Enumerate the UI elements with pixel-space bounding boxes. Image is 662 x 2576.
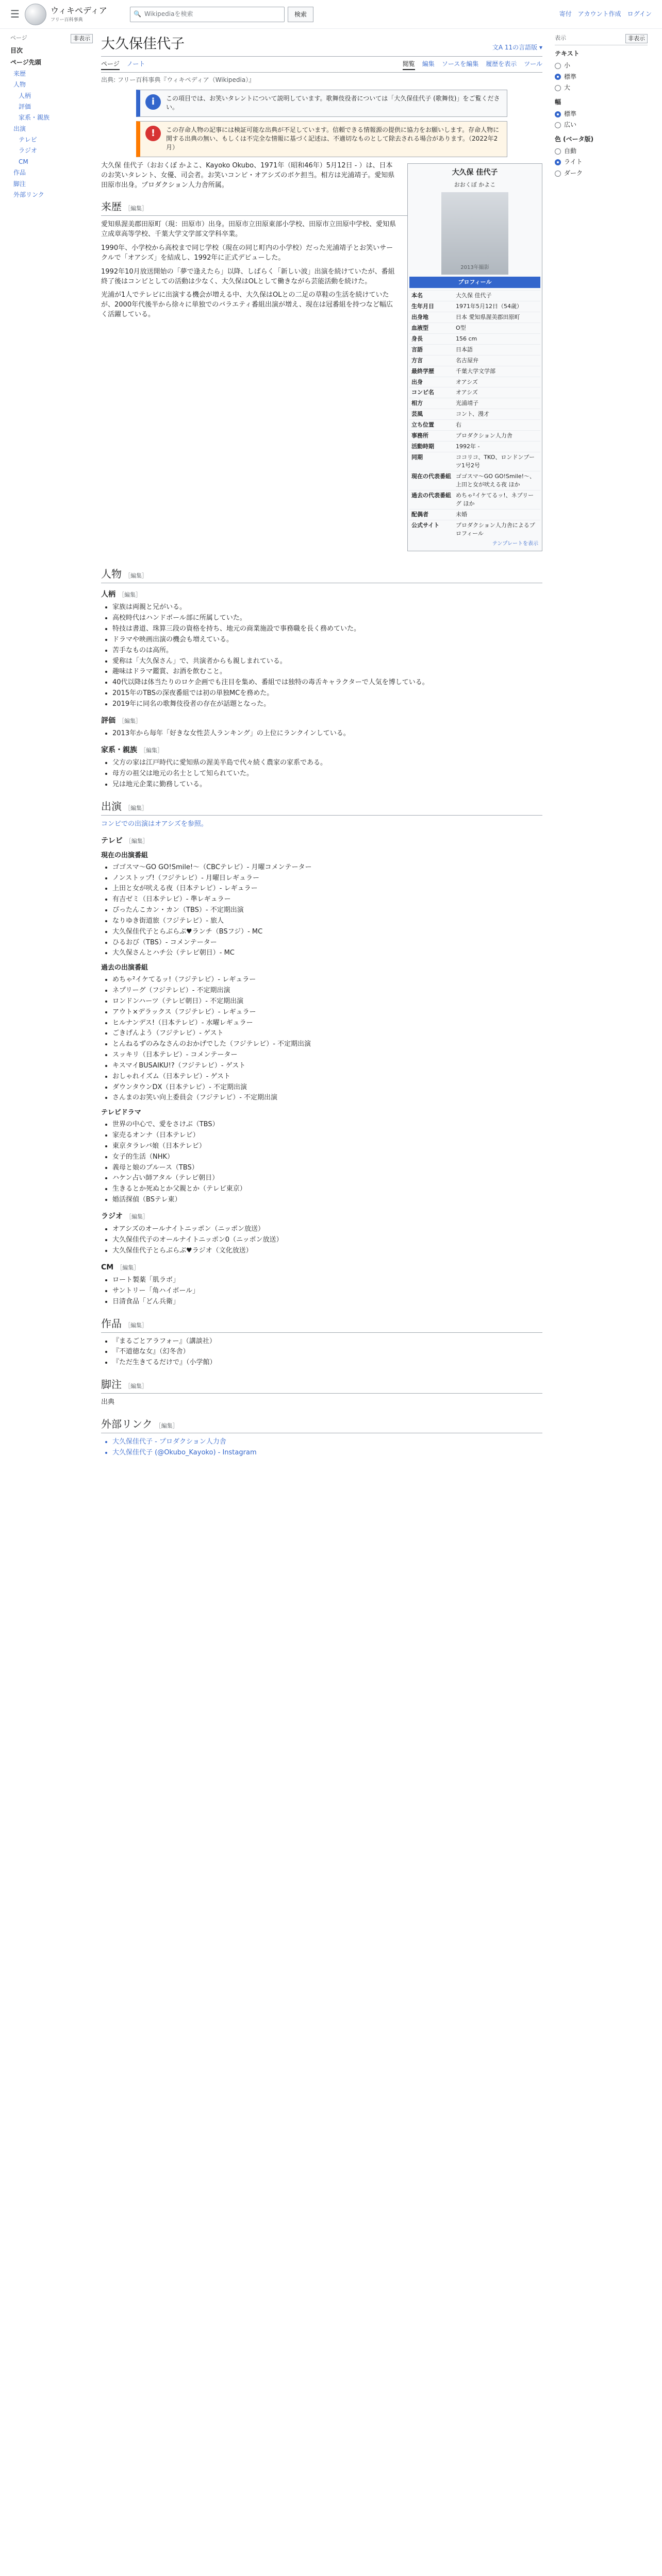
tab-tools[interactable]: ツール (524, 60, 542, 68)
page-title: 大久保佳代子 (101, 36, 185, 52)
list-item: • おしゃれイズム（日本テレビ）- ゲスト (112, 1072, 542, 1082)
infobox-key: 方言 (411, 357, 423, 364)
list-item: • 大久保佳代子とらぶらぶ♥ランチ（BSフジ）- MC (112, 927, 542, 937)
toc-item[interactable]: 来歴 (13, 70, 26, 77)
list-item: • 生きるとか死ぬとか父親とか（テレビ東京） (112, 1184, 542, 1194)
list-item: • 大久保佳代子とらぶらぶ♥ラジオ（文化放送） (112, 1246, 542, 1256)
radio-icon (555, 63, 561, 69)
infobox-key: 生年月日 (411, 302, 434, 310)
infobox-value: ゴゴスマ～GO GO!Smile!～、上田と女が吠える夜 ほか (456, 472, 536, 488)
list-item: • ぴったんこカン・カン（TBS）- 不定期出演 (112, 906, 542, 916)
infobox-key: 公式サイト (411, 521, 440, 529)
appearance-panel (555, 34, 648, 179)
section-appearances: 出演 ［編集］ (101, 799, 542, 816)
toc-item[interactable]: 出演 (13, 125, 26, 132)
list-item: • 義母と娘のブルース（TBS） (112, 1163, 542, 1173)
infobox-row (409, 430, 540, 441)
search-button[interactable]: 検索 (288, 7, 313, 22)
sources-warning (136, 121, 507, 157)
main-menu-icon[interactable]: ☰ (10, 8, 20, 20)
portrait-photo[interactable] (441, 192, 508, 275)
radio-icon (555, 148, 561, 155)
infobox-key: 活動時期 (411, 443, 434, 450)
infobox-row (409, 441, 540, 452)
tab-edit-source[interactable]: ソースを編集 (441, 60, 479, 68)
section-history: 来歴 ［編集］ (101, 199, 542, 216)
infobox-row (409, 419, 540, 430)
list-item: • 家売るオンナ（日本テレビ） (112, 1131, 542, 1141)
list-item: • ハケン占い師アタル（テレビ朝日） (112, 1174, 542, 1183)
list-item: • 苦手なものは高所。 (112, 646, 542, 656)
appearances-note: コンビでの出演はオアシズを参照。 (101, 820, 208, 828)
infobox-value: オアシズ (456, 378, 478, 385)
infobox-row (409, 366, 540, 377)
radio-selected-icon (555, 111, 561, 117)
section-works: 作品 ［編集］ (101, 1316, 542, 1333)
infobox-row (409, 409, 540, 419)
toc-item[interactable]: テレビ (19, 136, 37, 144)
sidebar-header: ページ (10, 35, 27, 41)
tab-page[interactable]: ページ (101, 60, 120, 70)
list-item: • なりゆき街道旅（フジテレビ）- 旅人 (112, 917, 542, 926)
infobox-key: 身長 (411, 335, 423, 342)
toc-item[interactable]: 評価 (19, 103, 31, 110)
list-item: • キスマイBUSAIKU!?（フジテレビ）- ゲスト (112, 1061, 542, 1071)
infobox-value: 名古屋弁 (456, 357, 478, 364)
infobox-key: 本名 (411, 292, 423, 299)
subsection-evaluation: 評価 ［編集］ (101, 716, 141, 725)
appearance-header: 表示 (555, 35, 566, 41)
infobox-value: 光浦靖子 (456, 400, 478, 407)
infobox-value: 日本 愛知県渥美郡田原町 (456, 313, 520, 320)
list-item: • ロート製薬「肌ラボ」 (112, 1276, 542, 1285)
list-item[interactable]: • 大久保佳代子 (@Okubo_Kayoko) - Instagram (112, 1448, 542, 1458)
tab-history[interactable]: 履歴を表示 (486, 60, 517, 68)
edit-link[interactable]: ［編集］ (125, 1321, 147, 1329)
infobox (407, 163, 542, 551)
infobox-key: 芸風 (411, 411, 423, 418)
infobox-value: 未婚 (456, 511, 467, 518)
text-size-title: テキスト (555, 49, 580, 57)
infobox-value: コント、漫才 (456, 411, 490, 418)
subsection-tv: テレビ ［編集］ (101, 836, 148, 845)
width-standard[interactable]: 標準 (555, 109, 648, 120)
infobox-name: 大久保 佳代子 (452, 168, 498, 177)
infobox-value: めちゃ²イケてるッ!、ネプリーグ ほか (456, 492, 534, 507)
list-item: • とんねるずのみなさんのおかげでした（フジテレビ）- 不定期出演 (112, 1040, 542, 1049)
login-link[interactable]: ログイン (627, 10, 652, 18)
toc-item[interactable]: 家系・親族 (19, 114, 50, 122)
subsection-cm: CM ［編集］ (101, 1263, 140, 1272)
list-item: • 特技は書道、珠算三段の資格を持ち、地元の商業施設で事務職を長く務めていた。 (112, 624, 542, 634)
infobox-key: 過去の代表番組 (411, 492, 451, 499)
warning-icon: ! (145, 126, 161, 141)
current-shows-list (101, 863, 542, 959)
hatnote-text: この項目では、お笑いタレントについて説明しています。歌舞伎役者については「大久保佳代子 (歌舞伎)」をご覧ください。 (166, 94, 500, 111)
list-item: • スッキリ（日本テレビ）- コメンテーター (112, 1050, 542, 1060)
infobox-value: 1992年 - (456, 443, 480, 450)
edit-link[interactable]: ［編集］ (117, 1264, 140, 1271)
infobox-row (409, 333, 540, 344)
infobox-row (409, 490, 540, 509)
list-item[interactable]: • 大久保佳代子 - プロダクション人力舎 (112, 1437, 542, 1447)
infobox-kana: おおくぼ かよこ (454, 181, 496, 189)
infobox-row (409, 312, 540, 323)
subsection-radio: ラジオ ［編集］ (101, 1212, 148, 1221)
list-item: • ネプリーグ（フジテレビ）- 不定期出演 (112, 986, 542, 996)
template-link[interactable]: テンプレートを表示 (492, 540, 538, 547)
tab-edit[interactable]: 編集 (422, 60, 435, 68)
infobox-key: 同期 (411, 454, 423, 461)
search-form (130, 7, 313, 22)
paragraph: 1992年10月放送開始の「夢で逢えたら」以降、しばらく「新しい波」出演を続けていたが、番組終了後はコンビとしての活動は少なく、大久保はOLとして働きながら芸能活動を続けた。 (101, 267, 395, 285)
toc-item[interactable]: 人柄 (19, 92, 31, 99)
width-title: 幅 (555, 98, 561, 106)
list-item: • 2013年から毎年「好きな女性芸人ランキング」の上位にランクインしている。 (112, 729, 542, 739)
infobox-row (409, 520, 540, 539)
list-item: • ドラマや映画出演の機会も増えている。 (112, 635, 542, 645)
list-item: • さんまのお笑い向上委員会（フジテレビ）- 不定期出演 (112, 1093, 542, 1103)
list-item: • 『ただ生きてるだけで』（小学館） (112, 1358, 542, 1368)
infobox-key: 出身地 (411, 313, 428, 320)
toc-item[interactable]: 作品 (13, 169, 26, 177)
color-title: 色 (ベータ版) (555, 135, 594, 143)
infobox-row (409, 471, 540, 490)
edit-link[interactable]: ［編集］ (119, 717, 141, 724)
subsection-family: 家系・親族 ［編集］ (101, 745, 163, 754)
search-input[interactable] (130, 7, 285, 22)
cm-list (101, 1276, 542, 1307)
hatnote (136, 90, 507, 117)
infobox-value: オアシズ (456, 389, 478, 396)
list-item: • 母方の祖父は地元の名士として知られていた。 (112, 769, 542, 779)
list-item: • 『まるごとアラフォー』（講談社） (112, 1337, 542, 1347)
radio-list (101, 1225, 542, 1256)
infobox-value: プロダクション人力舎によるプロフィール (456, 521, 535, 537)
color-auto[interactable]: 自動 (555, 146, 648, 157)
toc-sidebar (10, 34, 93, 200)
list-item: • 有吉ゼミ（日本テレビ）- 準レギュラー (112, 895, 542, 905)
color-dark[interactable]: ダーク (555, 168, 648, 179)
tab-talk[interactable]: ノート (126, 60, 145, 68)
section-notes: 脚注 ［編集］ (101, 1377, 542, 1394)
main-content (101, 34, 542, 1462)
section-links: 外部リンク ［編集］ (101, 1417, 542, 1433)
edit-link[interactable]: ［編集］ (126, 1213, 148, 1220)
wiki-globe-icon (25, 4, 46, 25)
edit-link[interactable]: ［編集］ (125, 1383, 147, 1390)
donate-link[interactable]: 寄付 (559, 10, 572, 18)
infobox-value: O型 (456, 324, 466, 331)
search-placeholder: Wikipediaを検索 (144, 10, 193, 18)
paragraph: 光浦が1人でテレビに出演する機会が増える中、大久保はOLとの二足の草鞋の生活を続けていたが、2000年代後半から徐々に単独でのバラエティ番組出演が増え、現在は冠番組を持つなど幅広く活躍している。 (101, 291, 393, 319)
infobox-value: 1971年5月12日（54歳） (456, 302, 522, 310)
radio-icon (555, 85, 561, 91)
list-item: • 高校時代はハンドボール部に所属していた。 (112, 614, 542, 623)
warning-text: この存命人物の記事には検証可能な出典が不足しています。信頼できる情報源の提供に協力をお願いします。存命人物に関する出典の無い、もしくは不完全な情報に基づく記述は、不適切なものとして除去される場合があります。 (166, 126, 500, 143)
tab-read[interactable]: 閲覧 (403, 60, 415, 70)
list-item: • 東京タラレバ娘（日本テレビ） (112, 1142, 542, 1151)
list-item: • ノンストップ!（フジテレビ）- 月曜日レギュラー (112, 874, 542, 884)
subsection-personality: 人柄 ［編集］ (101, 590, 141, 599)
paragraph: 1990年、小学校から高校まで同じ学校（現在の同じ町内の小学校）だった光浦靖子とお笑いサークルで「オアシズ」を結成し、1992年に正式デビューした。 (101, 244, 393, 262)
infobox-key: 最終学歴 (411, 367, 434, 375)
infobox-key: 言語 (411, 346, 423, 353)
drama-list (101, 1120, 542, 1205)
infobox-value: 千葉大学文学部 (456, 367, 495, 375)
edit-link[interactable]: ［編集］ (125, 804, 147, 811)
works-list (101, 1337, 542, 1368)
radio-icon (555, 122, 561, 128)
color-light[interactable]: ライト (555, 157, 648, 167)
sidebar-hide-button[interactable]: 非表示 (71, 34, 93, 43)
toc-title: 目次 (10, 46, 23, 54)
infobox-key: 出身 (411, 378, 423, 385)
list-item: • ヒルナンデス!（日本テレビ）- 水曜レギュラー (112, 1019, 542, 1028)
subsection-drama: テレビドラマ (101, 1109, 141, 1117)
infobox-row (409, 387, 540, 398)
photo-caption: 2013年撮影 (460, 264, 489, 270)
edit-link[interactable]: ［編集］ (125, 572, 147, 580)
list-item: • 『不道徳な女』（幻冬舎） (112, 1347, 542, 1357)
language-button[interactable]: 文A 11の言語版 ▾ (492, 43, 542, 51)
list-item: • アウト×デラックス（フジテレビ）- レギュラー (112, 1008, 542, 1018)
edit-link[interactable]: ［編集］ (155, 1422, 178, 1429)
list-item: • 40代以降は体当たりのロケ企画でも注目を集め、番組では独特の毒舌キャラクターで人気を博している。 (112, 678, 542, 688)
subsection-past: 過去の出演番組 (101, 964, 148, 972)
infobox-row (409, 301, 540, 312)
list-item: • 日清食品「どん兵衛」 (112, 1297, 542, 1307)
edit-link[interactable]: ［編集］ (140, 747, 163, 754)
infobox-row (409, 509, 540, 520)
infobox-section: プロフィール (409, 277, 540, 288)
toc-item[interactable]: CM (19, 158, 28, 165)
list-item: • 愛称は「大久保さん」で、共演者からも親しまれている。 (112, 657, 542, 667)
text-size-standard[interactable]: 標準 (555, 72, 648, 82)
toc-item[interactable]: 脚注 (13, 180, 26, 188)
family-list (101, 758, 542, 790)
list-item: • ロンドンハーツ（テレビ朝日）- 不定期出演 (112, 997, 542, 1007)
paragraph: 愛知県渥美郡田原町（現：田原市）出身。田原市立田原東部小学校、田原市立田原中学校、愛知県立成章高等学校、千葉大学文学部文学科卒業。 (101, 221, 396, 239)
list-item: • 上田と女が吠える夜（日本テレビ）- レギュラー (112, 884, 542, 894)
infobox-row (409, 377, 540, 387)
external-links-list (101, 1437, 542, 1458)
infobox-value: ココリコ、TKO、ロンドンブーツ1号2号 (456, 454, 535, 469)
warning-date: （2022年2月） (166, 135, 498, 151)
list-item: • 女子的生活（NHK） (112, 1153, 542, 1162)
list-item: • ダウンタウンDX（日本テレビ）- 不定期出演 (112, 1083, 542, 1093)
infobox-value: 156 cm (456, 335, 477, 342)
width-wide[interactable]: 広い (555, 120, 648, 130)
infobox-value: 日本語 (456, 346, 473, 353)
infobox-row (409, 344, 540, 355)
infobox-key: 配偶者 (411, 511, 428, 518)
site-header (0, 0, 662, 29)
edit-link[interactable]: ［編集］ (125, 205, 147, 212)
list-item: • 大久保佳代子のオールナイトニッポン0（ニッポン放送） (112, 1235, 542, 1245)
edit-link[interactable]: ［編集］ (119, 591, 141, 599)
toc-item[interactable]: 人物 (13, 81, 26, 89)
personality-list (101, 603, 542, 709)
list-item: • 家族は両親と兄がいる。 (112, 603, 542, 613)
list-item: • 大久保さんとハチ公（テレビ朝日）- MC (112, 948, 542, 958)
wiki-name: ウィキペディア (51, 6, 107, 16)
infobox-rows (409, 290, 540, 539)
text-size-small[interactable]: 小 (555, 60, 648, 71)
user-links (559, 10, 652, 19)
infobox-key: 現在の代表番組 (411, 472, 451, 480)
subsection-current: 現在の出演番組 (101, 851, 148, 859)
list-item: • サントリー「角ハイボール」 (112, 1286, 542, 1296)
radio-selected-icon (555, 159, 561, 165)
wiki-logo[interactable] (25, 4, 128, 25)
edit-link[interactable]: ［編集］ (125, 837, 148, 844)
infobox-row (409, 452, 540, 471)
evaluation-list (101, 729, 542, 739)
list-item: • ひるおび（TBS）- コメンテーター (112, 938, 542, 948)
toc-item[interactable]: 外部リンク (13, 191, 44, 199)
from-line: 出典: フリー百科事典『ウィキペディア（Wikipedia）』 (101, 76, 255, 83)
infobox-row (409, 355, 540, 366)
infobox-row (409, 398, 540, 409)
list-item: • 2015年のTBSの深夜番組では初の単独MCを務めた。 (112, 689, 542, 699)
create-account-link[interactable]: アカウント作成 (577, 10, 621, 18)
list-item: • 父方の家は江戸時代に愛知県の渥美半島で代々続く農家の家系である。 (112, 758, 542, 768)
list-item: • 兄は地元企業に勤務している。 (112, 780, 542, 790)
past-shows-list (101, 975, 542, 1103)
infobox-value: 右 (456, 421, 461, 429)
infobox-key: 相方 (411, 400, 423, 407)
list-item: • めちゃ²イケてるッ!（フジテレビ）- レギュラー (112, 975, 542, 985)
infobox-row (409, 290, 540, 301)
infobox-key: 血液型 (411, 324, 428, 331)
list-item: • 趣味はドラマ鑑賞、お酒を飲むこと。 (112, 667, 542, 677)
page-tabs (101, 57, 542, 72)
info-icon: i (145, 94, 161, 110)
infobox-value: プロダクション人力舎 (456, 432, 512, 439)
radio-icon (555, 171, 561, 177)
section-person: 人物 ［編集］ (101, 567, 542, 583)
infobox-row (409, 323, 540, 333)
list-item: • ゴゴスマ～GO GO!Smile!～（CBCテレビ）- 月曜コメンテーター (112, 863, 542, 873)
toc-item[interactable]: ラジオ (19, 147, 38, 155)
infobox-key: 事務所 (411, 432, 428, 439)
infobox-value: 大久保 佳代子 (456, 292, 492, 299)
list-item: • オアシズのオールナイトニッポン（ニッポン放送） (112, 1225, 542, 1234)
notes-text: 出典 (101, 1398, 115, 1406)
infobox-key: 立ち位置 (411, 421, 434, 429)
list-item: • 婚活探偵（BSテレ東） (112, 1195, 542, 1205)
lead-paragraph: 大久保 佳代子（おおくぼ かよこ、Kayoko Okubo、1971年（昭和46年）5月12日 - ）は、日本のお笑いタレント、女優、司会者。お笑いコンビ・オアシズのボケ担当。相方は光浦靖子。愛知県田原市出身。プロダクション人力舎所属。 (101, 161, 395, 189)
list-item: • 2019年に同名の歌舞伎役者の存在が話題となった。 (112, 700, 542, 709)
appearance-hide-button[interactable]: 非表示 (625, 34, 648, 43)
toc-item[interactable]: ページ先頭 (10, 59, 41, 66)
infobox-key: コンビ名 (411, 389, 434, 396)
text-size-large[interactable]: 大 (555, 82, 648, 93)
radio-selected-icon (555, 74, 561, 80)
list-item: • 世界の中心で、愛をさけぶ（TBS） (112, 1120, 542, 1130)
search-icon: 🔍 (134, 10, 141, 18)
list-item: • ごきげんよう（フジテレビ）- ゲスト (112, 1029, 542, 1039)
wiki-tagline: フリー百科事典 (51, 17, 83, 23)
